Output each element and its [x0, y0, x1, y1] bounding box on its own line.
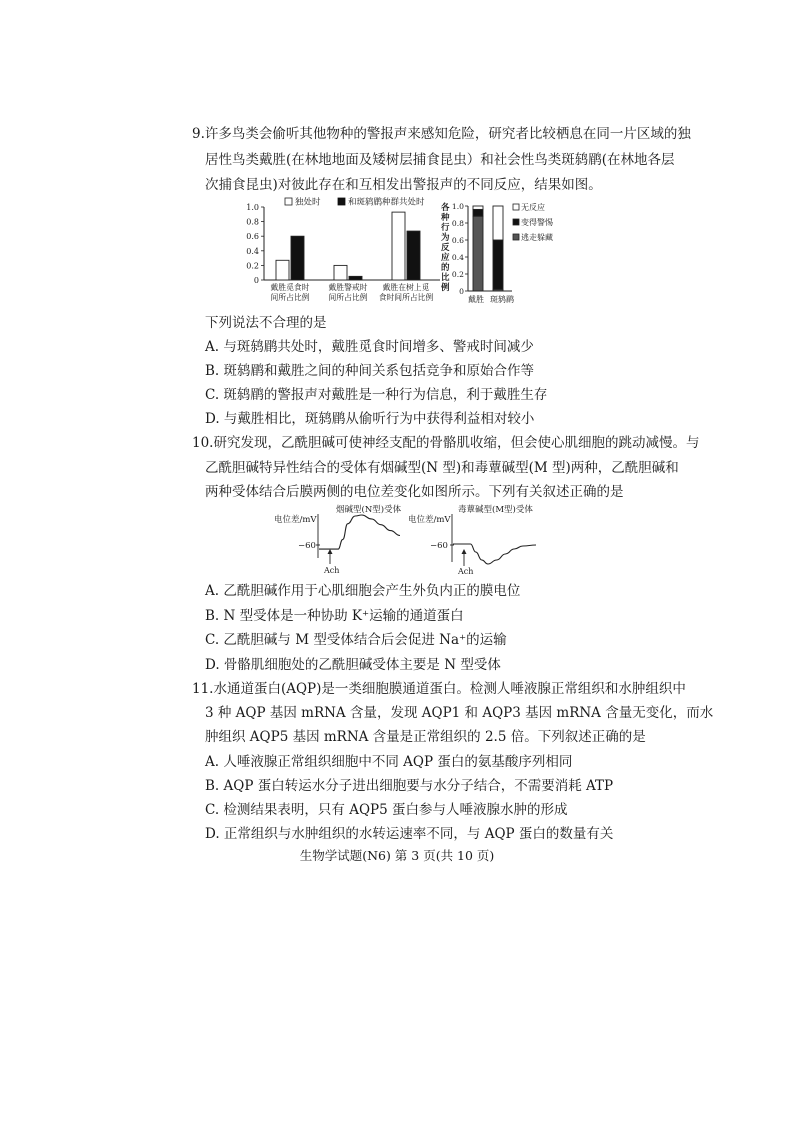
n-arrow-label: Ach — [324, 566, 340, 575]
q11-option-a: A. 人唾液腺正常组织细胞中不同 AQP 蛋白的氨基酸序列相同 — [205, 754, 573, 770]
m-ylabel: 电位差/mV — [408, 515, 451, 525]
c1-legend-alone: 独处时 — [295, 197, 321, 208]
chart-reaction-proportion — [440, 196, 560, 308]
c1-y-ticks — [246, 203, 264, 285]
c2-bar-segment — [473, 206, 483, 209]
c1-category-labels — [271, 282, 434, 302]
c1-legend-swatch-together — [338, 198, 345, 205]
c1-bars — [276, 212, 420, 280]
q10-option-d: D. 骨骼肌细胞处的乙酰胆碱受体主要是 N 型受体 — [205, 657, 501, 673]
q10-option-a: A. 乙酰胆碱作用于心肌细胞会产生外负内正的膜电位 — [205, 583, 521, 599]
c2-ylabel-char: 为 — [441, 233, 450, 243]
c2-ytick-label: 0.2 — [451, 270, 464, 279]
q10-option-c: C. 乙酰胆碱与 M 型受体结合后会促进 Na⁺的运输 — [205, 632, 507, 648]
c1-bar — [276, 260, 289, 280]
m-arrow-label: Ach — [458, 567, 474, 576]
c1-bar — [392, 212, 405, 280]
q9-stem-line-1: 9.许多鸟类会偷听其他物种的警报声来感知危险，研究者比较栖息在同一片区域的独 — [192, 126, 691, 142]
c2-ylabel-char: 行 — [441, 223, 450, 233]
q9-prompt: 下列说法不合理的是 — [205, 315, 327, 331]
c1-ytick-label: 0.2 — [246, 261, 259, 271]
c2-ylabel-char: 各 — [441, 203, 450, 213]
c2-legend-label: 逃走躲藏 — [521, 233, 553, 242]
c2-bar-segment — [493, 240, 503, 289]
c2-ytick-label: 0.8 — [451, 219, 464, 228]
c1-bar — [349, 276, 362, 280]
q10-stem-line-3: 两种受体结合后膜两侧的电位差变化如图所示。下列有关叙述正确的是 — [205, 484, 624, 500]
q10-stem-line-1: 10.研究发现，乙酰胆碱可使神经支配的骨骼肌收缩，但会使心肌细胞的跳动减慢。与 — [192, 435, 700, 451]
c1-legend — [285, 197, 425, 208]
q10-option-b: B. N 型受体是一种协助 K⁺运输的通道蛋白 — [205, 608, 464, 624]
c1-ytick-label: 1.0 — [246, 203, 259, 212]
q9-option-b: B. 斑鸫鹛和戴胜之间的种间关系包括竞争和原始合作等 — [205, 363, 535, 379]
c2-bar-segment — [473, 209, 483, 216]
c2-bar-segment — [473, 216, 483, 291]
c2-ytick-label: 1.0 — [451, 202, 464, 211]
c2-legend-swatch — [513, 234, 519, 240]
q11-stem-line-3: 肿组织 AQP5 基因 mRNA 含量是正常组织的 2.5 倍。下列叙述正确的是 — [205, 729, 646, 745]
c1-bar — [334, 265, 347, 280]
q11-option-c: C. 检测结果表明，只有 AQP5 蛋白参与人唾液腺水肿的形成 — [205, 802, 568, 818]
q9-option-a: A. 与斑鸫鹛共处时，戴胜觅食时间增多、警戒时间减少 — [205, 339, 534, 355]
c1-bar — [291, 236, 304, 280]
q10-stem-line-2: 乙酰胆碱特异性结合的受体有烟碱型(N 型)和毒蕈碱型(M 型)两种，乙酰胆碱和 — [205, 460, 679, 476]
c1-ytick-label: 0 — [253, 276, 259, 285]
c2-ytick-label: 0.4 — [451, 253, 464, 262]
c2-y-label — [440, 202, 450, 293]
c2-legend-swatch — [513, 204, 519, 210]
c1-category-label: 间所占比例 — [270, 293, 310, 302]
q9-option-d: D. 与戴胜相比，斑鸫鹛从偷听行为中获得利益相对较小 — [205, 411, 535, 427]
n-arrow-head — [328, 549, 333, 554]
c1-category-label: 间所占比例 — [328, 293, 368, 302]
c1-category-label: 戴胜在树上觅 — [382, 283, 430, 292]
c2-legend-swatch — [513, 219, 519, 225]
c1-legend-swatch-alone — [285, 198, 292, 205]
q11-option-d: D. 正常组织与水肿组织的水转运速率不同，与 AQP 蛋白的数量有关 — [205, 826, 614, 842]
c2-legend — [513, 202, 553, 242]
c2-ylabel-char: 种 — [441, 213, 450, 223]
c1-category-label: 戴胜警戒时 — [328, 283, 368, 292]
c2-legend-label: 无反应 — [521, 203, 545, 212]
q9-option-c: C. 斑鸫鹛的警报声对戴胜是一种行为信息，利于戴胜生存 — [205, 387, 548, 403]
q9-stem-line-2: 居性鸟类戴胜(在林地地面及矮树层捕食昆虫）和社会性鸟类斑鸫鹛(在林地各层 — [205, 152, 675, 168]
c2-ylabel-char: 的 — [441, 263, 450, 273]
page-footer: 生物学试题(N6) 第 3 页(共 10 页) — [299, 848, 495, 863]
chart-dai-sheng-time — [240, 192, 450, 307]
q11-stem-line-2: 3 种 AQP 基因 mRNA 含量，发现 AQP1 和 AQP3 基因 mRNA 含量无变化，而水 — [205, 705, 714, 721]
m-arrow-head — [462, 549, 467, 554]
n-title: 烟碱型(N型)受体 — [336, 505, 402, 515]
c2-category-label: 斑鸫鹛 — [490, 295, 514, 304]
n-ytick: −60 — [298, 541, 316, 551]
m-title: 毒蕈碱型(M型)受体 — [458, 505, 533, 515]
c2-ylabel-char: 反 — [441, 243, 450, 253]
n-ylabel: 电位差/mV — [274, 515, 317, 525]
c1-ytick-label: 0.4 — [246, 246, 259, 256]
c1-ytick-label: 0.8 — [246, 217, 259, 227]
c2-category-labels — [468, 294, 514, 304]
q11-option-b: B. AQP 蛋白转运水分子进出细胞要与水分子结合，不需要消耗 ATP — [205, 778, 614, 794]
chart-n-receptor-potential — [272, 500, 404, 578]
c2-ylabel-char: 例 — [441, 283, 450, 293]
m-ytick: −60 — [430, 541, 448, 551]
q11-stem-line-1: 11.水通道蛋白(AQP)是一类细胞膜通道蛋白。检测人唾液腺正常组织和水肿组织中 — [192, 681, 686, 697]
c1-ytick-label: 0.6 — [246, 232, 259, 242]
c2-category-label: 戴胜 — [468, 295, 484, 304]
c2-y-ticks — [452, 202, 468, 296]
c2-legend-label: 变得警惕 — [521, 218, 553, 227]
c2-bars — [473, 206, 503, 291]
c2-ytick-label: 0 — [459, 287, 464, 296]
c1-category-label: 戴胜觅食时 — [270, 283, 310, 292]
c2-ytick-label: 0.6 — [451, 236, 464, 245]
chart-m-receptor-potential — [406, 500, 538, 578]
c1-legend-together: 和斑鸫鹛种群共处时 — [348, 197, 425, 208]
c2-ylabel-char: 比 — [441, 273, 450, 283]
c1-bar — [407, 231, 420, 280]
q9-stem-line-3: 次捕食昆虫)对彼此存在和互相发出警报声的不同反应，结果如图。 — [205, 177, 602, 193]
c2-ylabel-char: 应 — [441, 253, 450, 263]
c2-bar-segment — [493, 206, 503, 240]
c1-category-label: 食时间所占比例 — [378, 293, 434, 302]
n-potential-curve — [319, 515, 400, 549]
